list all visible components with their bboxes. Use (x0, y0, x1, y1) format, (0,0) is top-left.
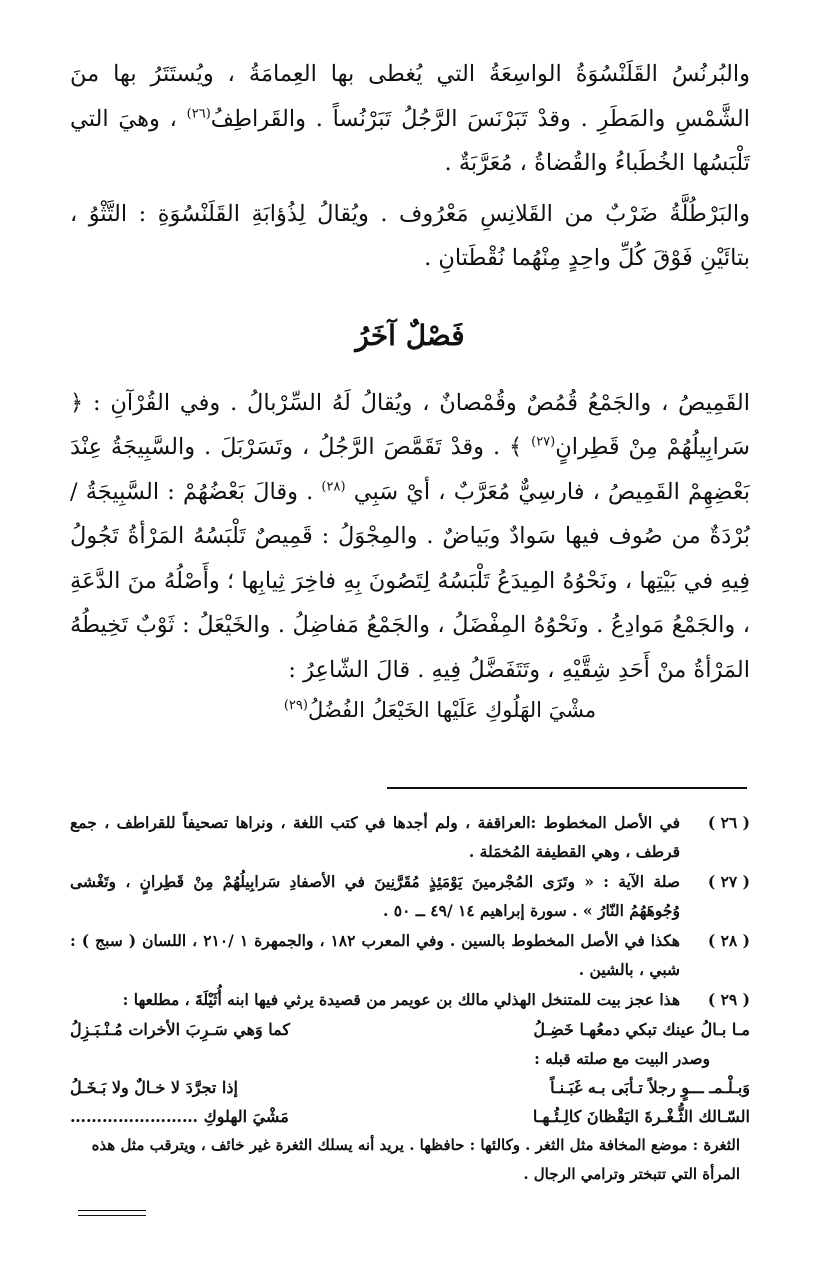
paragraph-burnus (70, 52, 750, 186)
verse-hemistich-left: إذا تجرَّدَ لا خـالٌ ولا بَـخَـلُ (70, 1078, 238, 1097)
paragraph-bartulla: والبَرْطُلَّةُ ضَرْبٌ من القَلانِسِ مَعْرُوف . ويُقالُ لِذُؤابَةِ القَلَنْسُوَةِ : التَّثْوُ ، بتائَيْنِ فَوْقَ كُلِّ واحِدٍ مِنْهُما نُقْطَتانِ . (70, 200, 750, 271)
paragraph-text: ، وهيَ التي تَلْبَسُها الخُطَباءُ والقُضاةُ ، مُعَرَّبَةٌ . (70, 105, 750, 176)
verse-line-3 (70, 1102, 750, 1131)
footnote-text: هكذا في الأصل المخطوط بالسين . وفي المعرب ١٨٢ ، والجمهرة ١ /٢١٠ ، اللسان ( سبج ) : شبي ، بالشين . (70, 931, 680, 979)
footnote-ref-26: (٢٦) (186, 106, 211, 121)
end-rule-bottom (78, 1215, 146, 1216)
paragraph-text: . وقالَ بَعْضُهُمْ : السَّبِيجَةُ / بُرْدَةٌ من صُوف فيها سَوادٌ وبَياضٌ . والمِجْوَلُ : قَمِيصٌ تَلْبَسُهُ المَرْأةُ تَجُولُ فِيهِ في بَيْتِها ، ونَحْوُهُ المِيدَعُ تَلْبَسُهُ لِتَصُونَ بِهِ فاخِرَ ثِيابِها ؛ وأَصْلُهُ منَ الدَّعَةِ ، والجَمْعُ مَوادِعُ . ونَحْوُهُ المِفْضَلُ ، والجَمْعُ مَفاضِلُ . والخَيْعَلُ : ثَوْبٌ تَخِيطُهُ المَرْأةُ منْ أَحَدِ شِقَّيْهِ ، وتَتَفَضَّلُ فِيهِ . قالَ الشّاعِرُ : (70, 478, 750, 683)
footnote-text: في الأصل المخطوط :العراقفة ، ولم أجدها في كتب اللغة ، ونراها تصحيفاً للقراطف ، جمع قرطف ، وهي القطيفة المُخمَلة . (70, 813, 680, 861)
footnote-29 (70, 985, 750, 1014)
verse-hemistich-left: كما وَهي سَـرِبَ الأخرات مُـنْـبَـزِلُ (70, 1020, 291, 1039)
footnote-number: ( ٢٨ ) (707, 931, 750, 950)
footnote-text: صلة الآية : « وتَرَى المُجْرمينَ يَوْمَئِذٍ مُقَرَّنِينَ في الأصفادِ سَرابِيلُهُمْ مِنْ قَطِرانٍ ، وتَغْشى وُجُوهَهُمُ النّارُ » . سورة إبراهيم ١٤ /٤٩ ــ ٥٠ . (70, 872, 680, 920)
verse-hemistich-right: وَبـلْـمـ ـــوٍ رجلاً تـأبَى بـه غَبَـنـاً (550, 1078, 750, 1097)
paragraph-text: والبُرنُسُ القَلَنْسُوَةُ الواسِعَةُ التي يُغطى بها العِمامَةُ ، ويُستَتَرُ بها منَ الشَّمْسِ والمَطَرِ . وقدْ تَبَرْنَسَ الرَّجُلُ تَبَرْنُساً . والقَراطِفُ (70, 61, 751, 132)
paragraph-text: ﴾ . وقدْ تَقَمَّصَ الرَّجُلُ ، وتَسَرْبَلَ . والسَّبِيجَةُ عِنْدَ بَعْضِهِمْ القَمِيصُ ، فارسِيٌّ مُعَرَّبٌ ، أيْ سَبِي (70, 434, 751, 505)
footnote-number: ( ٢٦ ) (707, 813, 750, 832)
footnote-27 (70, 867, 750, 925)
footnote-number: ( ٢٩ ) (707, 990, 750, 1009)
gloss-note: الثغرة : موضع المخافة مثل الثغر . وكالئها : حافظها . يريد أنه يسلك الثغرة غير خائف ، ويترقب مثل هذه المرأة التي تتبختر وترامي الرجال . (91, 1136, 740, 1183)
main-text (70, 52, 750, 726)
footnote-separator (387, 787, 747, 789)
paragraph-text: القَمِيصُ ، والجَمْعُ قُمُصٌ وقُمْصانٌ ، ويُقالُ لَهُ السِّرْبالُ . وفي القُرْآنِ : ﴿ سَرابِيلُهُمْ مِنْ قَطِرانٍ (70, 389, 751, 460)
poem-verse (70, 694, 750, 726)
paragraph-qamis (70, 381, 750, 693)
verse-hemistich-right: مـا بـالُ عينك تبكي دمعُهـا خَضِـلُ (533, 1020, 750, 1039)
footnote-number: ( ٢٧ ) (707, 872, 750, 891)
verse-intro: وصدر البيت مع صلته قبله : (534, 1049, 710, 1068)
footnote-ref-29: (٢٩) (283, 698, 308, 713)
verse-text: مشْيَ الهَلُوكِ عَلَيْها الخَيْعَلُ الفُضُلُ (307, 698, 597, 722)
section-heading: فَصْلٌ آخَرُ (355, 318, 465, 352)
footnote-28 (70, 926, 750, 984)
footnote-ref-28: (٢٨) (321, 479, 346, 494)
verse-line-1 (70, 1015, 750, 1044)
verse-hemistich-left: مَشْيَ الهلوكِ …………………… (70, 1107, 289, 1126)
verse-line-2 (70, 1073, 750, 1102)
verse-hemistich-right: السّـالك الثُّـغْـرةَ اليَقْظانَ كالِـئُـهـا (532, 1107, 750, 1126)
end-rule-top (78, 1210, 146, 1211)
footnote-ref-27: (٢٧) (531, 434, 556, 450)
footnotes (70, 808, 750, 1189)
footnote-26 (70, 808, 750, 866)
footnote-text: هذا عجز بيت للمتنخل الهذلي مالك بن عويمر من قصيدة يرثي فيها ابنه أُثَيْلَةَ ، مطلعها : (122, 990, 680, 1009)
